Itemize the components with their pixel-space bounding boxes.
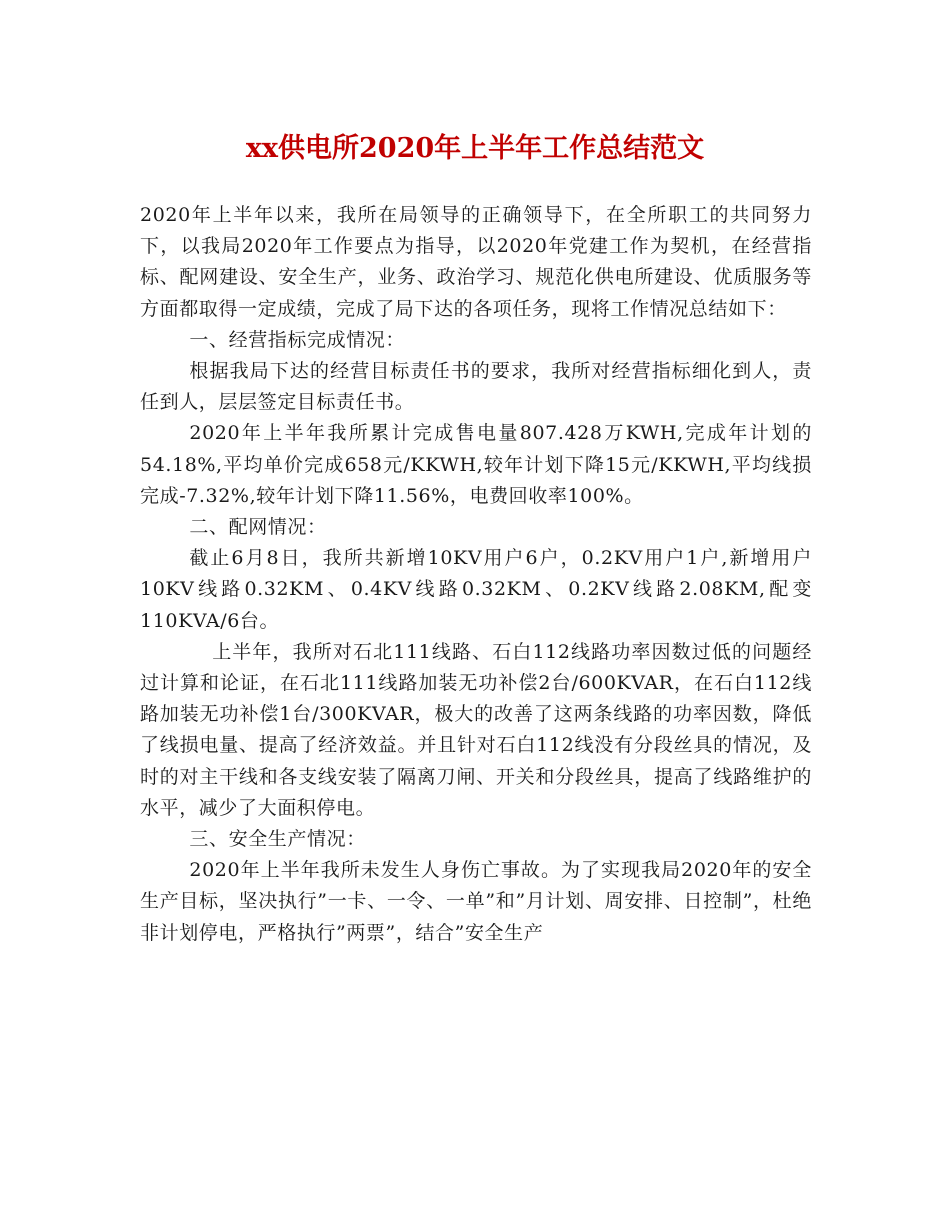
distribution-new-users-paragraph: 截止6月8日，我所共新增10KV用户6户，0.2KV用户1户,新增用户10KV线路0.32KM、0.4KV线路0.32KM、0.2KV线路2.08KM,配变110KVA/6台。 <box>140 547 812 632</box>
intro-paragraph: 2020年上半年以来，我所在局领导的正确领导下，在全所职工的共同努力下，以我局2020年工作要点为指导，以2020年党建工作为契机，在经营指标、配网建设、安全生产，业务、政治学习、规范化供电所建设、优质服务等方面都取得一定成绩，完成了局下达的各项任务，现将工作情况总结如下： <box>140 204 812 320</box>
section-heading-distribution: 二、配网情况： <box>189 516 327 539</box>
sales-figures-paragraph: 2020年上半年我所累计完成售电量807.428万KWH,完成年计划的54.18%,平均单价完成658元/KKWH,较年计划下降15元/KKWH,平均线损完成-7.32%,较年计划下降11.56%，电费回收率100%。 <box>140 422 812 507</box>
safety-paragraph: 2020年上半年我所未发生人身伤亡事故。为了实现我局2020年的安全生产目标，坚决执行”一卡、一令、一单”和”月计划、周安排、日控制”，杜绝非计划停电，严格执行”两票”，结合”安全生产 <box>140 859 812 944</box>
document-body <box>140 200 812 949</box>
operations-paragraph: 根据我局下达的经营目标责任书的要求，我所对经营指标细化到人，责任到人，层层签定目标责任书。 <box>140 360 812 414</box>
section-heading-safety: 三、安全生产情况： <box>189 828 366 851</box>
document-title: xx供电所2020年上半年工作总结范文 <box>245 133 705 164</box>
section-heading-operations: 一、经营指标完成情况： <box>189 328 405 351</box>
distribution-lines-paragraph: 上半年，我所对石北111线路、石白112线路功率因数过低的问题经过计算和论证，在石北111线路加装无功补偿2台/600KVAR，在石白112线路加装无功补偿1台/300KVAR，极大的改善了这两条线路的功率因数，降低了线损电量、提高了经济效益。并且针对石白112线没有分段丝具的情况，及时的对主干线和各支线安装了隔离刀闸、开关和分段丝具，提高了线路维护的水平，减少了大面积停电。 <box>140 640 812 819</box>
